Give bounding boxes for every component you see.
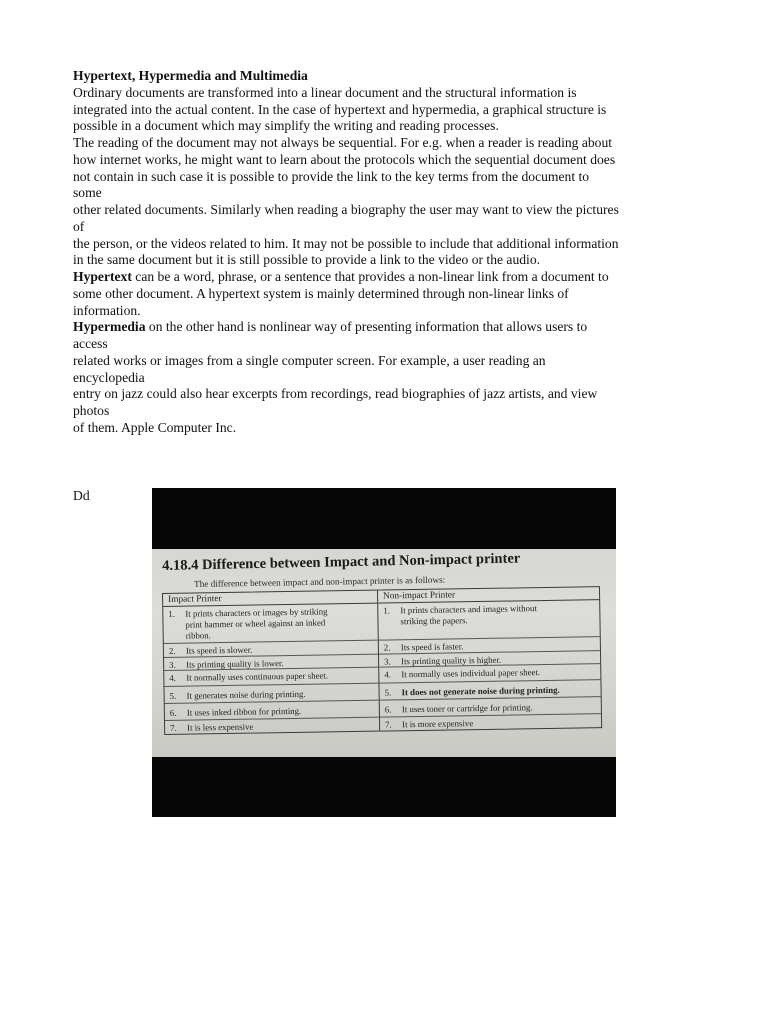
body-line: encyclopedia [73, 369, 145, 385]
embedded-photo [152, 488, 616, 817]
body-line: some [73, 185, 102, 201]
body-line: of them. Apple Computer Inc. [73, 419, 237, 435]
table-row: 5. It generates noise during printing. [164, 684, 378, 704]
table-row: 2. Its speed is faster. [379, 637, 600, 654]
table-row: 4. It normally uses continuous paper sheet. [164, 668, 378, 687]
table-row: 4. It normally uses individual paper sheet. [379, 664, 600, 683]
printer-comparison-table [162, 586, 602, 735]
photo-subheading: The difference between impact and non-impact printer is as follows: [194, 574, 446, 589]
body-line: in the same document but it is still possible to provide a link to the video or the audio. [73, 252, 541, 268]
document-title: Hypertext, Hypermedia and Multimedia [73, 68, 308, 83]
body-line: The reading of the document may not always be sequential. For e.g. when a reader is reading about [73, 135, 613, 150]
hypertext-line: Hypertext can be a word, phrase, or a sentence that provides a non-linear link from a document to [73, 269, 609, 284]
photo-paper [152, 549, 616, 757]
table-row: 5. It does not generate noise during printing. [379, 680, 600, 700]
body-line: possible in a document which may simplify the writing and reading processes. [73, 118, 499, 134]
body-line: not contain in such case it is possible to provide the link to the key terms from the document to [73, 168, 590, 184]
body-line: access [73, 336, 108, 351]
impact-header: Impact Printer [163, 591, 377, 607]
non-impact-header: Non-impact Printer [378, 587, 599, 603]
table-row: 7. It is more expensive [385, 718, 474, 730]
body-line: some other document. A hypertext system is mainly determined through non-linear links of [73, 285, 569, 301]
impact-column [163, 591, 380, 734]
body-line: integrated into the actual content. In the case of hypertext and hypermedia, a graphical structure is [73, 101, 607, 117]
table-row: 2. Its speed is slower. [164, 641, 378, 658]
body-line: the person, or the videos related to him. It may not be possible to include that additional information [73, 235, 619, 251]
table-row: 7. It is less expensive [170, 721, 254, 733]
table-row: 6. It uses inked ribbon for printing. [165, 701, 379, 721]
body-line: of [73, 218, 85, 234]
table-row: 6. It uses toner or cartridge for printing. [380, 697, 601, 717]
dd-label: Dd [73, 488, 90, 503]
body-line: Ordinary documents are transformed into a linear document and the structural information is [73, 84, 577, 100]
body-line: photos [73, 403, 110, 418]
table-row: 3. Its printing quality is higher. [379, 651, 600, 667]
body-line: related works or images from a single computer screen. For example, a user reading an [73, 352, 546, 368]
hypermedia-term: Hypermedia [73, 319, 146, 335]
body-line: other related documents. Similarly when reading a biography the user may want to view the pictures [73, 202, 619, 217]
body-line: entry on jazz could also hear excerpts from recordings, read biographies of jazz artists, and view [73, 386, 598, 402]
table-row: 3. Its printing quality is lower. [164, 655, 378, 671]
table-row: 1. It prints characters or images by striking print hammer or wheel against an inked ribbon. [163, 604, 378, 644]
table-row: 1. It prints characters and images without striking the papers. [378, 600, 600, 640]
document-body [73, 68, 713, 437]
non-impact-column [378, 587, 601, 730]
photo-heading: 4.18.4 Difference between Impact and Non-impact printer [162, 550, 521, 574]
hypertext-term: Hypertext [73, 269, 132, 284]
body-line: information. [73, 302, 141, 318]
body-line: how internet works, he might want to learn about the protocols which the sequential document does [73, 151, 616, 167]
hypermedia-line: Hypermedia on the other hand is nonlinear way of presenting information that allows users to [73, 319, 588, 335]
